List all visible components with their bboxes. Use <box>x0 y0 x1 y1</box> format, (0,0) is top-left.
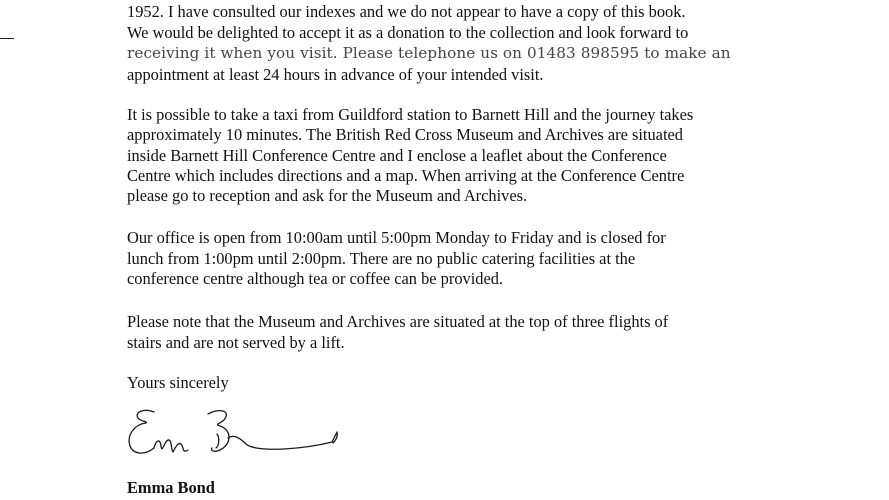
directions-paragraph <box>127 105 767 206</box>
hours-line: Our office is open from 10:00am until 5:00pm Monday to Friday and is closed for <box>127 228 666 247</box>
intro-line: appointment at least 24 hours in advance of your intended visit. <box>127 65 544 84</box>
intro-line: receiving it when you visit. Please telephone us on 01483 898595 to make an <box>127 44 731 62</box>
opening-hours-paragraph <box>127 228 767 290</box>
hours-line: conference centre although tea or coffee can be provided. <box>127 269 504 289</box>
access-paragraph <box>127 312 767 353</box>
directions-line: It is possible to take a taxi from Guildford station to Barnett Hill and the journey takes <box>127 105 694 124</box>
closing-salutation: Yours sincerely <box>127 373 229 392</box>
access-line: stairs and are not served by a lift. <box>127 332 345 352</box>
access-line: Please note that the Museum and Archives are situated at the top of three flights of <box>127 312 669 331</box>
intro-paragraph <box>127 1 767 85</box>
intro-line: We would be delighted to accept it as a donation to the collection and look forward to <box>127 23 689 42</box>
intro-line: 1952. I have consulted our indexes and we do not appear to have a copy of this book. <box>127 2 686 21</box>
signatory-name: Emma Bond <box>127 478 215 497</box>
hours-line: lunch from 1:00pm until 2:00pm. There are no public catering facilities at the <box>127 248 636 268</box>
directions-line: approximately 10 minutes. The British Red Cross Museum and Archives are situated <box>127 125 683 145</box>
directions-line: inside Barnett Hill Conference Centre and I enclose a leaflet about the Conference <box>127 145 667 165</box>
handwritten-signature <box>124 404 344 466</box>
directions-line: please go to reception and ask for the Museum and Archives. <box>127 186 528 206</box>
directions-line: Centre which includes directions and a map. When arriving at the Conference Centre <box>127 165 685 185</box>
margin-mark <box>0 38 14 39</box>
